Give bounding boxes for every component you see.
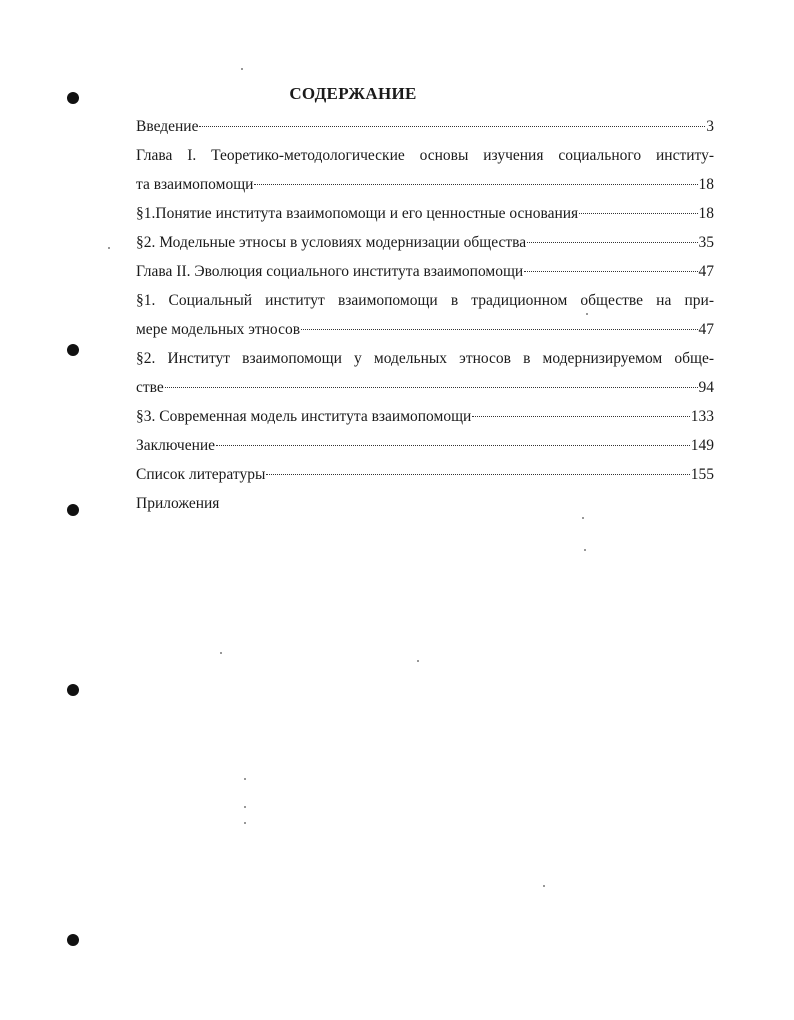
toc-page-number: 18 xyxy=(698,205,714,222)
dot-leader xyxy=(301,328,697,330)
dot-leader xyxy=(527,241,697,243)
toc-entry xyxy=(136,199,714,228)
toc-page-number: 47 xyxy=(698,263,714,280)
toc-entry-title: Введение xyxy=(136,118,199,135)
toc-entry xyxy=(136,257,714,286)
dot-leader xyxy=(165,386,698,388)
toc-page-number: 155 xyxy=(690,466,714,483)
toc-entry xyxy=(136,402,714,431)
toc-entry-title: стве xyxy=(136,379,164,396)
scan-speck xyxy=(241,68,243,70)
scan-speck xyxy=(244,778,246,780)
toc-entry-title-line1: §1. Социальный институт взаимопомощи в традиционном обществе на при- xyxy=(136,292,714,309)
dot-leader xyxy=(524,270,697,272)
scan-speck xyxy=(417,660,419,662)
toc-entry xyxy=(136,460,714,489)
toc-page-number: 149 xyxy=(690,437,714,454)
toc-entry-title: Список литературы xyxy=(136,466,266,483)
page-title: СОДЕРЖАНИЕ xyxy=(289,84,417,103)
dot-leader xyxy=(579,212,697,214)
toc-page-number: 133 xyxy=(690,408,714,425)
toc-entry-title-line1: §2. Институт взаимопомощи у модельных этносов в модернизируемом обще- xyxy=(136,350,714,367)
toc-entry xyxy=(136,228,714,257)
binder-hole-mark xyxy=(67,344,79,356)
binder-hole-mark xyxy=(67,504,79,516)
appendix-label: Приложения xyxy=(136,495,220,512)
scan-speck xyxy=(543,885,545,887)
toc-page-number: 3 xyxy=(706,118,714,135)
binder-hole-mark xyxy=(67,934,79,946)
toc-entry xyxy=(136,170,714,199)
toc-entry-title: та взаимопомощи xyxy=(136,176,254,193)
toc-entry-title: Глава II. Эволюция социального института взаимопомощи xyxy=(136,263,524,280)
toc-entry xyxy=(136,373,714,402)
toc-page-number: 94 xyxy=(698,379,714,396)
scan-speck xyxy=(244,822,246,824)
toc-page-number: 47 xyxy=(698,321,714,338)
toc-entry-title: §3. Современная модель института взаимопомощи xyxy=(136,408,472,425)
scan-speck xyxy=(244,806,246,808)
toc-entry-title: Заключение xyxy=(136,437,216,454)
toc-entry xyxy=(136,112,714,141)
toc-entry-title: §1.Понятие института взаимопомощи и его ценностные основания xyxy=(136,205,579,222)
scan-speck xyxy=(108,247,110,249)
toc-entry-title: §2. Модельные этносы в условиях модернизации общества xyxy=(136,234,527,251)
dot-leader xyxy=(254,183,697,185)
dot-leader xyxy=(472,415,689,417)
toc-page-number: 18 xyxy=(698,176,714,193)
toc-entry xyxy=(136,431,714,460)
scan-speck xyxy=(220,652,222,654)
table-of-contents xyxy=(136,112,714,518)
toc-entry-title: мере модельных этносов xyxy=(136,321,301,338)
dot-leader xyxy=(216,444,690,446)
dot-leader xyxy=(266,473,689,475)
toc-entry-title-line1: Глава I. Теоретико-методологические основы изучения социального институ- xyxy=(136,147,714,164)
scan-speck xyxy=(584,549,586,551)
binder-hole-mark xyxy=(67,684,79,696)
toc-page-number: 35 xyxy=(698,234,714,251)
toc-entry xyxy=(136,315,714,344)
dot-leader xyxy=(199,125,705,127)
